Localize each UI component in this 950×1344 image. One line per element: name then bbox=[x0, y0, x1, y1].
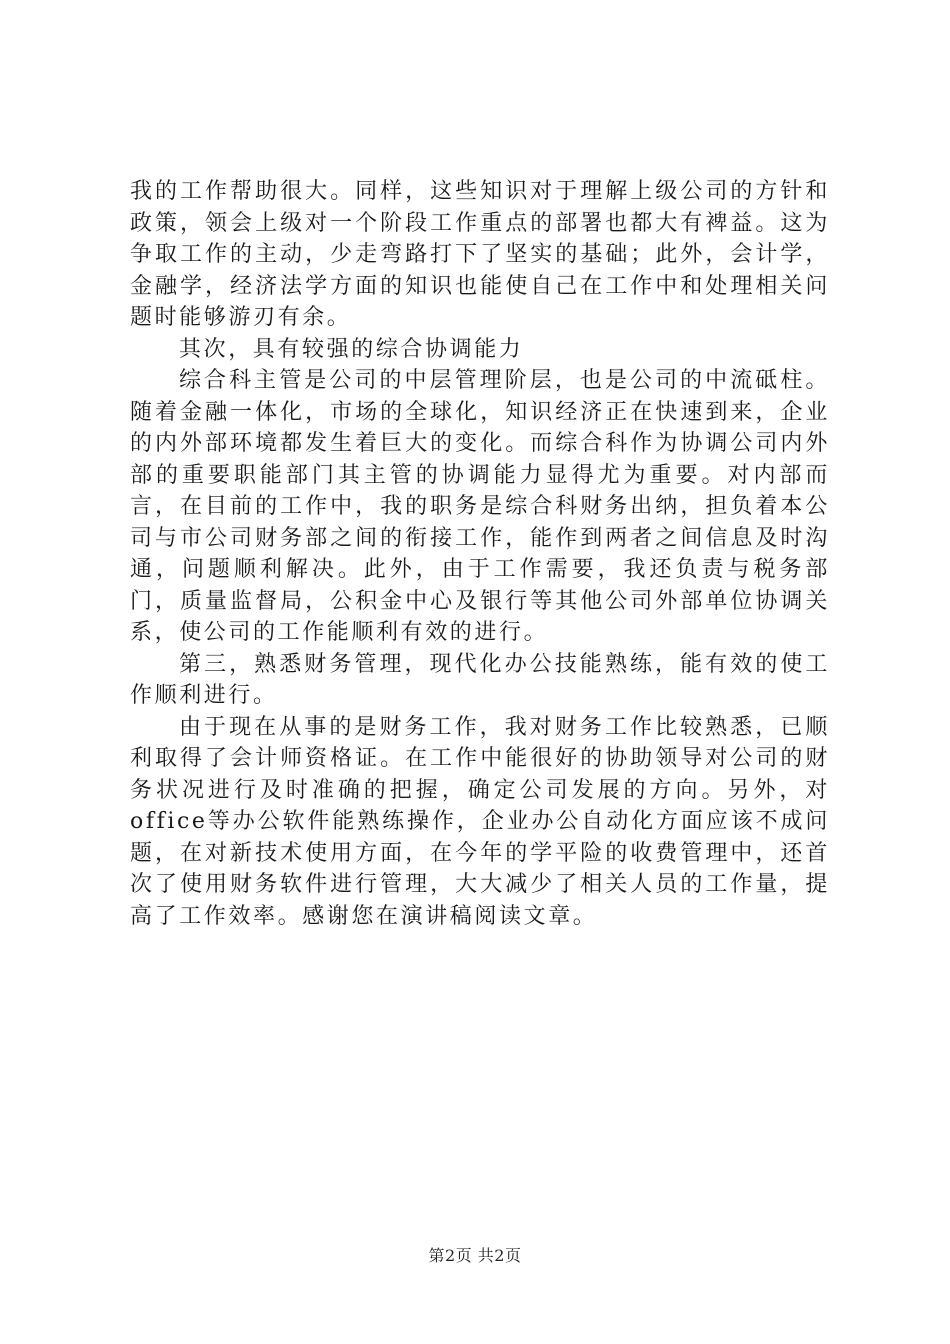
paragraph-coordination: 综合科主管是公司的中层管理阶层，也是公司的中流砥柱。随着金融一体化，市场的全球化，知识经济正在快速到来，企业的内外部环境都发生着巨大的变化。而综合科作为协调公司内外部的重要职能部门其主管的协调能力显得尤为重要。对内部而言，在目前的工作中，我的职务是综合科财务出纳，担负着本公司与市公司财务部之间的衔接工作，能作到两者之间信息及时沟通，问题顺利解决。此外，由于工作需要，我还负责与税务部门，质量监督局，公积金中心及银行等其他公司外部单位协调关系，使公司的工作能顺利有效的进行。 bbox=[130, 368, 830, 645]
paragraph-heading-coordination: 其次，具有较强的综合协调能力 bbox=[179, 336, 524, 362]
paragraph-finance: 由于现在从事的是财务工作，我对财务工作比较熟悉，已顺利取得了会计师资格证。在工作中能很好的协助领导对公司的财务状况进行及时准确的把握，确定公司发展的方向。另外，对office等办公软件能熟练操作，企业办公自动化方面应该不成问题，在对新技术使用方面，在今年的学平险的收费管理中，还首次了使用财务软件进行管理，大大减少了相关人员的工作量，提高了工作效率。感谢您在演讲稿阅读文章。 bbox=[130, 714, 830, 929]
paragraph-heading-finance: 第三，熟悉财务管理，现代化办公技能熟练，能有效的使工作顺利进行。 bbox=[130, 651, 830, 708]
page-footer: 第2页 共2页 bbox=[428, 1246, 522, 1265]
document-body bbox=[130, 176, 830, 932]
paragraph-continuation: 我的工作帮助很大。同样，这些知识对于理解上级公司的方针和政策，领会上级对一个阶段工作重点的部署也都大有裨益。这为争取工作的主动，少走弯路打下了坚实的基础；此外，会计学，金融学，经济法学方面的知识也能使自己在工作中和处理相关问题时能够游刃有余。 bbox=[130, 179, 830, 330]
